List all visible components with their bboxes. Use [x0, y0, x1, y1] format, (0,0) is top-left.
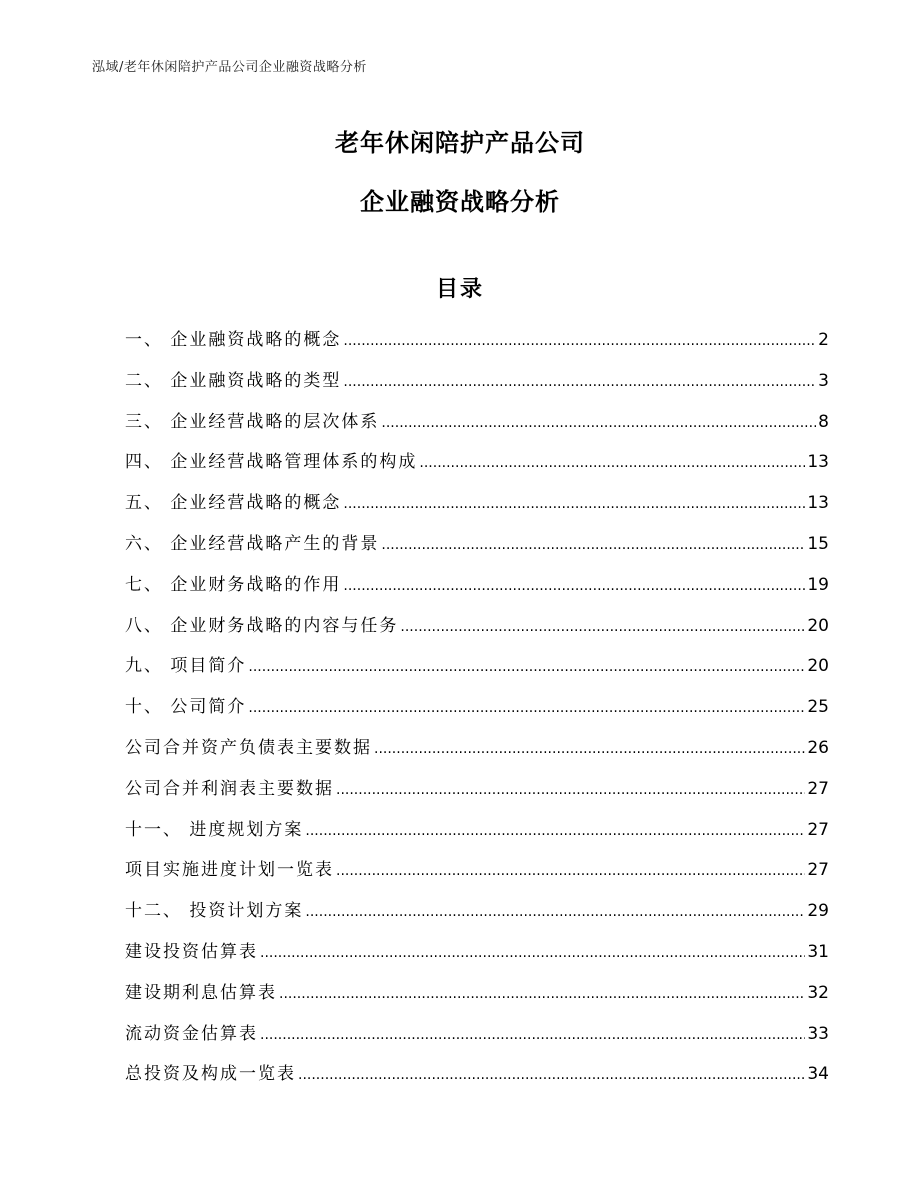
toc-entry-label: 一、 企业融资战略的概念 [125, 330, 342, 350]
toc-entry-label: 十一、 进度规划方案 [125, 819, 304, 840]
toc-entry[interactable] [125, 815, 829, 856]
toc-entry-page: 32 [807, 982, 829, 1003]
toc-entry-page: 33 [807, 1023, 829, 1044]
toc-leader-dots [336, 863, 805, 879]
toc-entry-page: 25 [807, 697, 829, 718]
toc-entry-label: 九、 项目简介 [125, 656, 247, 677]
toc-entry[interactable] [125, 407, 829, 448]
toc-entry-label: 六、 企业经营战略产生的背景 [125, 533, 380, 554]
toc-leader-dots [260, 945, 805, 961]
toc-entry-label: 四、 企业经营战略管理体系的构成 [125, 452, 418, 473]
toc-entry-page: 27 [807, 819, 829, 840]
document-title: 老年休闲陪护产品公司 [335, 129, 585, 157]
toc-entry[interactable] [125, 366, 829, 407]
toc-entry-label: 十、 公司简介 [125, 697, 247, 718]
toc-leader-dots [260, 1027, 805, 1043]
toc-leader-dots [343, 374, 816, 390]
toc-entry-page: 2 [818, 330, 829, 350]
toc-entry-label: 十二、 投资计划方案 [125, 901, 304, 922]
toc-entry-page: 20 [807, 656, 829, 677]
toc-leader-dots [336, 782, 805, 798]
toc-leader-dots [343, 333, 816, 349]
toc-leader-dots [381, 415, 816, 431]
toc-leader-dots [374, 741, 805, 757]
running-header: 泓域/老年休闲陪护产品公司企业融资战略分析 [92, 60, 367, 75]
toc-entry-label: 流动资金估算表 [125, 1023, 258, 1044]
toc-entry-label: 七、 企业财务战略的作用 [125, 574, 342, 595]
toc-entry[interactable] [125, 1019, 829, 1060]
toc-entry[interactable] [125, 325, 829, 366]
toc-entry[interactable] [125, 1059, 829, 1100]
toc-entry[interactable] [125, 692, 829, 733]
toc-entry-label: 二、 企业融资战略的类型 [125, 370, 342, 391]
toc-leader-dots [305, 823, 805, 839]
document-subtitle: 企业融资战略分析 [360, 188, 560, 216]
toc-leader-dots [298, 1067, 805, 1083]
toc-entry-label: 建设期利息估算表 [125, 982, 277, 1003]
toc-entry-page: 27 [807, 778, 829, 799]
toc-entry-page: 26 [807, 737, 829, 758]
toc-entry-page: 13 [807, 452, 829, 473]
toc-entry-page: 20 [807, 615, 829, 636]
table-of-contents [125, 325, 829, 1100]
toc-entry-page: 15 [807, 533, 829, 554]
toc-entry-label: 公司合并资产负债表主要数据 [125, 737, 372, 758]
toc-entry-page: 34 [807, 1064, 829, 1085]
toc-entry-page: 27 [807, 860, 829, 881]
toc-entry-label: 三、 企业经营战略的层次体系 [125, 411, 380, 432]
toc-entry[interactable] [125, 978, 829, 1019]
toc-leader-dots [381, 537, 805, 553]
toc-entry-page: 8 [818, 411, 829, 432]
toc-entry[interactable] [125, 774, 829, 815]
toc-entry-label: 五、 企业经营战略的概念 [125, 493, 342, 514]
toc-entry[interactable] [125, 855, 829, 896]
toc-entry-label: 建设投资估算表 [125, 941, 258, 962]
toc-entry-label: 八、 企业财务战略的内容与任务 [125, 615, 399, 636]
toc-leader-dots [343, 496, 805, 512]
toc-entry-page: 3 [818, 370, 829, 391]
toc-entry[interactable] [125, 733, 829, 774]
toc-entry-label: 总投资及构成一览表 [125, 1064, 296, 1085]
toc-entry-page: 19 [807, 574, 829, 595]
toc-entry-page: 13 [807, 493, 829, 514]
toc-leader-dots [343, 578, 805, 594]
toc-entry[interactable] [125, 570, 829, 611]
toc-heading: 目录 [435, 277, 484, 302]
toc-entry-page: 29 [807, 901, 829, 922]
toc-entry-label: 公司合并利润表主要数据 [125, 778, 334, 799]
toc-leader-dots [279, 986, 805, 1002]
toc-entry-label: 项目实施进度计划一览表 [125, 860, 334, 881]
toc-entry[interactable] [125, 651, 829, 692]
toc-entry[interactable] [125, 529, 829, 570]
toc-leader-dots [248, 659, 805, 675]
toc-entry-page: 31 [807, 941, 829, 962]
toc-entry[interactable] [125, 896, 829, 937]
toc-entry[interactable] [125, 447, 829, 488]
toc-entry[interactable] [125, 937, 829, 978]
toc-leader-dots [400, 619, 805, 635]
toc-leader-dots [305, 904, 805, 920]
toc-leader-dots [248, 700, 805, 716]
toc-entry[interactable] [125, 488, 829, 529]
toc-entry[interactable] [125, 611, 829, 652]
toc-leader-dots [419, 455, 805, 471]
